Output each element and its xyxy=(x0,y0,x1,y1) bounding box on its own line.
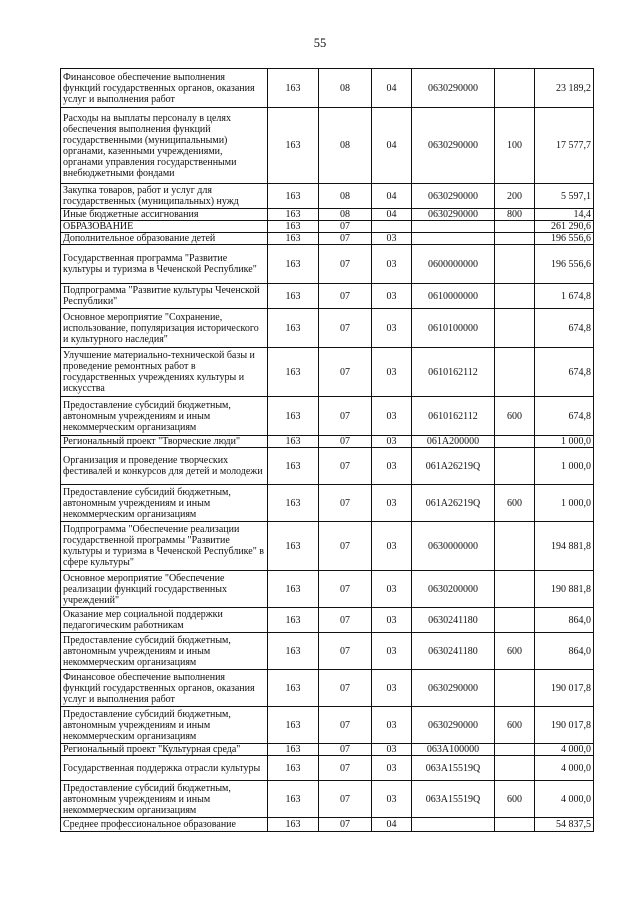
cell-section: 07 xyxy=(319,233,372,245)
table-row xyxy=(61,233,594,245)
cell-name: Подпрограмма "Обеспечение реализации государственной программы "Развитие культуры и туризма в Чеченской Республике" в сфере культуры" xyxy=(61,522,268,571)
cell-target-article: 0630200000 xyxy=(412,571,495,608)
cell-amount: 14,4 xyxy=(535,209,594,221)
cell-amount: 23 189,2 xyxy=(535,69,594,108)
cell-admin-code: 163 xyxy=(268,818,319,832)
cell-section: 08 xyxy=(319,184,372,209)
cell-admin-code: 163 xyxy=(268,485,319,522)
table-row xyxy=(61,744,594,756)
cell-admin-code: 163 xyxy=(268,707,319,744)
cell-name: Региональный проект "Творческие люди" xyxy=(61,436,268,448)
cell-target-article: 0610162112 xyxy=(412,348,495,397)
cell-target-article: 0630290000 xyxy=(412,707,495,744)
cell-amount: 864,0 xyxy=(535,633,594,670)
cell-name: Оказание мер социальной поддержки педагогическим работникам xyxy=(61,608,268,633)
cell-amount: 17 577,7 xyxy=(535,108,594,184)
table-row xyxy=(61,348,594,397)
cell-admin-code: 163 xyxy=(268,209,319,221)
table-row xyxy=(61,209,594,221)
cell-name: Предоставление субсидий бюджетным, автономным учреждениям и иным некоммерческим организациям xyxy=(61,633,268,670)
cell-amount: 674,8 xyxy=(535,397,594,436)
cell-section: 07 xyxy=(319,348,372,397)
cell-amount: 261 290,6 xyxy=(535,221,594,233)
cell-target-article: 061A26219Q xyxy=(412,485,495,522)
budget-table xyxy=(60,68,594,832)
table-row xyxy=(61,448,594,485)
cell-target-article xyxy=(412,818,495,832)
cell-subsection: 03 xyxy=(372,744,412,756)
table-row xyxy=(61,522,594,571)
cell-target-article: 061A26219Q xyxy=(412,448,495,485)
cell-admin-code: 163 xyxy=(268,608,319,633)
cell-target-article: 0610162112 xyxy=(412,397,495,436)
cell-expense-type xyxy=(495,245,535,284)
cell-amount: 1 000,0 xyxy=(535,448,594,485)
cell-expense-type xyxy=(495,522,535,571)
cell-amount: 4 000,0 xyxy=(535,756,594,781)
cell-subsection: 03 xyxy=(372,233,412,245)
cell-section: 07 xyxy=(319,756,372,781)
table-row xyxy=(61,184,594,209)
cell-name: Подпрограмма "Развитие культуры Чеченской Республики" xyxy=(61,284,268,309)
cell-expense-type: 100 xyxy=(495,108,535,184)
cell-subsection: 03 xyxy=(372,284,412,309)
cell-target-article: 0630290000 xyxy=(412,69,495,108)
cell-admin-code: 163 xyxy=(268,633,319,670)
cell-subsection: 03 xyxy=(372,670,412,707)
cell-target-article: 063A15519Q xyxy=(412,781,495,818)
cell-section: 07 xyxy=(319,448,372,485)
cell-admin-code: 163 xyxy=(268,781,319,818)
cell-subsection: 04 xyxy=(372,184,412,209)
cell-target-article: 0630290000 xyxy=(412,184,495,209)
cell-admin-code: 163 xyxy=(268,571,319,608)
table-row xyxy=(61,397,594,436)
cell-target-article xyxy=(412,233,495,245)
cell-name: Региональный проект "Культурная среда" xyxy=(61,744,268,756)
table-row xyxy=(61,781,594,818)
cell-target-article: 0630290000 xyxy=(412,108,495,184)
cell-admin-code: 163 xyxy=(268,221,319,233)
cell-expense-type xyxy=(495,756,535,781)
cell-expense-type: 600 xyxy=(495,633,535,670)
table-row xyxy=(61,571,594,608)
cell-section: 08 xyxy=(319,108,372,184)
cell-admin-code: 163 xyxy=(268,756,319,781)
cell-name: Предоставление субсидий бюджетным, автономным учреждениям и иным некоммерческим организациям xyxy=(61,707,268,744)
cell-subsection: 04 xyxy=(372,108,412,184)
cell-subsection xyxy=(372,221,412,233)
cell-admin-code: 163 xyxy=(268,233,319,245)
cell-target-article: 0610000000 xyxy=(412,284,495,309)
cell-expense-type xyxy=(495,744,535,756)
cell-expense-type xyxy=(495,233,535,245)
cell-expense-type xyxy=(495,348,535,397)
cell-section: 07 xyxy=(319,522,372,571)
cell-name: Государственная поддержка отрасли культуры xyxy=(61,756,268,781)
cell-name: Финансовое обеспечение выполнения функций государственных органов, оказания услуг и выполнения работ xyxy=(61,670,268,707)
cell-target-article: 0630241180 xyxy=(412,608,495,633)
cell-admin-code: 163 xyxy=(268,309,319,348)
cell-subsection: 03 xyxy=(372,571,412,608)
cell-name: Иные бюджетные ассигнования xyxy=(61,209,268,221)
cell-subsection: 03 xyxy=(372,485,412,522)
table-row xyxy=(61,707,594,744)
budget-table-body xyxy=(61,69,594,832)
cell-expense-type xyxy=(495,284,535,309)
cell-amount: 1 000,0 xyxy=(535,436,594,448)
cell-target-article: 063A15519Q xyxy=(412,756,495,781)
table-row xyxy=(61,245,594,284)
cell-expense-type: 800 xyxy=(495,209,535,221)
cell-expense-type xyxy=(495,571,535,608)
cell-admin-code: 163 xyxy=(268,69,319,108)
cell-name: Предоставление субсидий бюджетным, автономным учреждениям и иным некоммерческим организациям xyxy=(61,781,268,818)
cell-amount: 194 881,8 xyxy=(535,522,594,571)
cell-target-article: 063A100000 xyxy=(412,744,495,756)
cell-expense-type: 600 xyxy=(495,781,535,818)
cell-admin-code: 163 xyxy=(268,108,319,184)
cell-section: 08 xyxy=(319,69,372,108)
cell-subsection: 04 xyxy=(372,818,412,832)
cell-section: 07 xyxy=(319,781,372,818)
cell-amount: 4 000,0 xyxy=(535,744,594,756)
cell-section: 07 xyxy=(319,245,372,284)
cell-section: 07 xyxy=(319,284,372,309)
cell-section: 07 xyxy=(319,221,372,233)
cell-section: 07 xyxy=(319,670,372,707)
cell-name: Расходы на выплаты персоналу в целях обеспечения выполнения функций государственными (муниципальными) органами, казенными учреждениями, органами управления государственными внебюджетными фондами xyxy=(61,108,268,184)
table-row xyxy=(61,284,594,309)
cell-expense-type xyxy=(495,670,535,707)
cell-section: 07 xyxy=(319,485,372,522)
cell-name: Улучшение материально-технической базы и проведение ремонтных работ в государственных учреждениях культуры и искусства xyxy=(61,348,268,397)
cell-name: Финансовое обеспечение выполнения функций государственных органов, оказания услуг и выполнения работ xyxy=(61,69,268,108)
cell-amount: 674,8 xyxy=(535,309,594,348)
cell-admin-code: 163 xyxy=(268,184,319,209)
cell-name: Дополнительное образование детей xyxy=(61,233,268,245)
cell-name: Среднее профессиональное образование xyxy=(61,818,268,832)
page-number: 55 xyxy=(313,36,327,50)
cell-expense-type: 600 xyxy=(495,707,535,744)
cell-section: 07 xyxy=(319,818,372,832)
cell-admin-code: 163 xyxy=(268,744,319,756)
table-row xyxy=(61,670,594,707)
cell-subsection: 03 xyxy=(372,707,412,744)
cell-target-article: 0630290000 xyxy=(412,209,495,221)
cell-admin-code: 163 xyxy=(268,284,319,309)
cell-subsection: 04 xyxy=(372,209,412,221)
cell-name: Закупка товаров, работ и услуг для государственных (муниципальных) нужд xyxy=(61,184,268,209)
cell-expense-type xyxy=(495,608,535,633)
cell-expense-type xyxy=(495,309,535,348)
cell-expense-type xyxy=(495,69,535,108)
table-row xyxy=(61,69,594,108)
cell-amount: 196 556,6 xyxy=(535,233,594,245)
cell-section: 07 xyxy=(319,436,372,448)
cell-amount: 196 556,6 xyxy=(535,245,594,284)
cell-section: 07 xyxy=(319,397,372,436)
cell-expense-type: 200 xyxy=(495,184,535,209)
cell-section: 07 xyxy=(319,744,372,756)
cell-admin-code: 163 xyxy=(268,245,319,284)
cell-section: 07 xyxy=(319,309,372,348)
cell-amount: 190 017,8 xyxy=(535,670,594,707)
table-row xyxy=(61,108,594,184)
cell-name: Предоставление субсидий бюджетным, автономным учреждениям и иным некоммерческим организациям xyxy=(61,485,268,522)
cell-subsection: 03 xyxy=(372,608,412,633)
cell-amount: 5 597,1 xyxy=(535,184,594,209)
cell-target-article: 061A200000 xyxy=(412,436,495,448)
cell-name: Основное мероприятие "Сохранение, использование, популяризация исторического и культурного наследия" xyxy=(61,309,268,348)
table-row xyxy=(61,608,594,633)
cell-subsection: 03 xyxy=(372,436,412,448)
cell-subsection: 04 xyxy=(372,69,412,108)
cell-amount: 190 017,8 xyxy=(535,707,594,744)
cell-expense-type: 600 xyxy=(495,397,535,436)
cell-expense-type xyxy=(495,818,535,832)
cell-amount: 54 837,5 xyxy=(535,818,594,832)
table-row xyxy=(61,485,594,522)
cell-amount: 1 000,0 xyxy=(535,485,594,522)
cell-target-article: 0610100000 xyxy=(412,309,495,348)
cell-admin-code: 163 xyxy=(268,670,319,707)
cell-admin-code: 163 xyxy=(268,522,319,571)
cell-name: ОБРАЗОВАНИЕ xyxy=(61,221,268,233)
cell-expense-type xyxy=(495,436,535,448)
cell-section: 07 xyxy=(319,707,372,744)
table-row xyxy=(61,756,594,781)
cell-expense-type xyxy=(495,221,535,233)
cell-name: Предоставление субсидий бюджетным, автономным учреждениям и иным некоммерческим организациям xyxy=(61,397,268,436)
cell-target-article: 0630000000 xyxy=(412,522,495,571)
cell-section: 07 xyxy=(319,571,372,608)
cell-subsection: 03 xyxy=(372,522,412,571)
cell-admin-code: 163 xyxy=(268,348,319,397)
cell-subsection: 03 xyxy=(372,397,412,436)
cell-amount: 1 674,8 xyxy=(535,284,594,309)
cell-admin-code: 163 xyxy=(268,397,319,436)
cell-name: Основное мероприятие "Обеспечение реализации функций государственных учреждений" xyxy=(61,571,268,608)
cell-name: Государственная программа "Развитие культуры и туризма в Чеченской Республике" xyxy=(61,245,268,284)
cell-amount: 674,8 xyxy=(535,348,594,397)
cell-subsection: 03 xyxy=(372,781,412,818)
table-row xyxy=(61,436,594,448)
table-row xyxy=(61,818,594,832)
table-row xyxy=(61,309,594,348)
table-row xyxy=(61,221,594,233)
cell-target-article: 0600000000 xyxy=(412,245,495,284)
cell-subsection: 03 xyxy=(372,245,412,284)
cell-target-article: 0630241180 xyxy=(412,633,495,670)
cell-amount: 190 881,8 xyxy=(535,571,594,608)
cell-expense-type: 600 xyxy=(495,485,535,522)
cell-subsection: 03 xyxy=(372,448,412,485)
cell-subsection: 03 xyxy=(372,756,412,781)
cell-expense-type xyxy=(495,448,535,485)
cell-section: 07 xyxy=(319,633,372,670)
cell-name: Организация и проведение творческих фестивалей и конкурсов для детей и молодежи xyxy=(61,448,268,485)
cell-section: 07 xyxy=(319,608,372,633)
cell-target-article xyxy=(412,221,495,233)
cell-amount: 4 000,0 xyxy=(535,781,594,818)
cell-target-article: 0630290000 xyxy=(412,670,495,707)
cell-admin-code: 163 xyxy=(268,448,319,485)
cell-amount: 864,0 xyxy=(535,608,594,633)
cell-subsection: 03 xyxy=(372,633,412,670)
cell-subsection: 03 xyxy=(372,309,412,348)
table-row xyxy=(61,633,594,670)
cell-section: 08 xyxy=(319,209,372,221)
cell-subsection: 03 xyxy=(372,348,412,397)
cell-admin-code: 163 xyxy=(268,436,319,448)
